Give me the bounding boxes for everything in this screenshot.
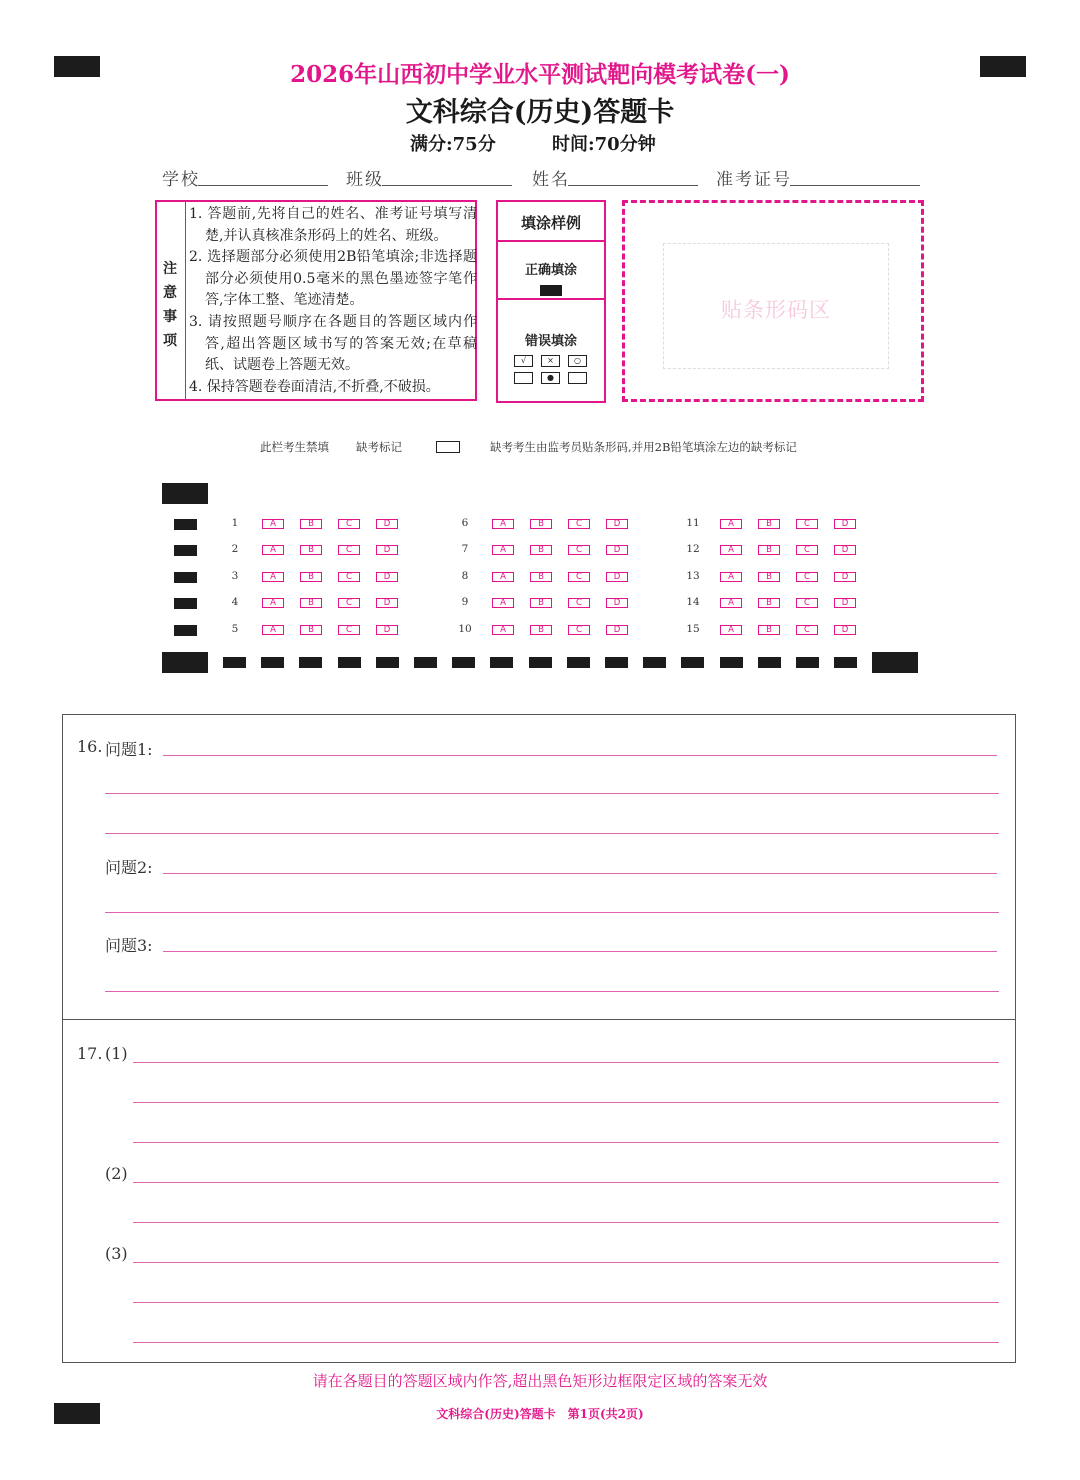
- card-title: 文科综合(历史)答题卡: [405, 97, 675, 128]
- timing-mark-small: [414, 657, 437, 668]
- mcq-option-bubble[interactable]: B: [530, 519, 552, 529]
- exam-number-label: 准考证号: [716, 170, 792, 190]
- mcq-option-bubble[interactable]: D: [376, 598, 398, 608]
- notes-heading-char: 注: [163, 261, 177, 277]
- mcq-option-bubble[interactable]: A: [262, 598, 284, 608]
- mcq-question-number: 11: [686, 517, 700, 529]
- mcq-option-bubble[interactable]: B: [758, 545, 780, 555]
- timing-mark-large: [872, 652, 918, 673]
- mcq-option-bubble[interactable]: B: [300, 519, 322, 529]
- wrong-fill-check: √: [514, 355, 533, 367]
- school-label: 学校: [162, 170, 200, 190]
- mcq-option-bubble[interactable]: C: [796, 625, 818, 635]
- mcq-option-bubble[interactable]: A: [262, 625, 284, 635]
- q17-part-3-line[interactable]: [133, 1302, 999, 1303]
- class-label: 班级: [346, 170, 384, 190]
- note-item: 3. 请按照题号顺序在各题目的答题区域内作答,超出答题区域书写的答案无效;在草稿纸、试题卷上答题无效。: [189, 313, 477, 374]
- q17-part-3-line[interactable]: [133, 1342, 999, 1343]
- mcq-option-bubble[interactable]: A: [720, 598, 742, 608]
- fill-sample-box: [496, 200, 606, 403]
- timing-mark-small: [796, 657, 819, 668]
- timing-mark-small: [452, 657, 475, 668]
- mcq-option-bubble[interactable]: A: [720, 545, 742, 555]
- timing-mark-small: [605, 657, 628, 668]
- q16-part-3-line[interactable]: [105, 991, 999, 992]
- absent-mark-box[interactable]: [436, 441, 460, 453]
- wrong-fill-partial: [514, 372, 533, 384]
- mcq-option-bubble[interactable]: A: [492, 519, 514, 529]
- mcq-option-bubble[interactable]: B: [758, 519, 780, 529]
- footer-note: 请在各题目的答题区域内作答,超出黑色矩形边框限定区域的答案无效: [312, 1372, 768, 1390]
- timing-mark-row: [174, 545, 197, 556]
- mcq-option-bubble[interactable]: B: [758, 625, 780, 635]
- mcq-option-bubble[interactable]: B: [530, 572, 552, 582]
- mcq-question-number: 15: [686, 623, 700, 635]
- mcq-question-number: 9: [461, 596, 469, 608]
- q16-part-3-line[interactable]: [163, 951, 997, 952]
- mcq-option-bubble[interactable]: A: [262, 572, 284, 582]
- wrong-fill-oval: [568, 372, 587, 384]
- notes-heading-char: 意: [163, 285, 177, 301]
- note-item: 1. 答题前,先将自己的姓名、准考证号填写清楚,并认真核准条形码上的姓名、班级。: [189, 206, 477, 244]
- mcq-option-bubble[interactable]: D: [606, 598, 628, 608]
- school-field[interactable]: [198, 185, 328, 186]
- wrong-fill-circle: ○: [568, 355, 587, 367]
- mcq-option-bubble[interactable]: D: [834, 545, 856, 555]
- timing-mark-small: [299, 657, 322, 668]
- mcq-option-bubble[interactable]: C: [568, 572, 590, 582]
- mcq-option-bubble[interactable]: B: [300, 598, 322, 608]
- timing-mark-row: [174, 519, 197, 530]
- absent-mark-label: 缺考标记: [356, 440, 402, 454]
- mcq-option-bubble[interactable]: C: [796, 519, 818, 529]
- mcq-question-number: 14: [686, 596, 700, 608]
- note-item: 4. 保持答题卷卷面清洁,不折叠,不破损。: [189, 378, 440, 395]
- q16-part-1-label: 问题1:: [105, 740, 153, 759]
- mcq-question-number: 13: [686, 570, 700, 582]
- mcq-question-number: 5: [231, 623, 239, 635]
- notes-box: [155, 200, 477, 401]
- timing-mark-small: [681, 657, 704, 668]
- q16-section: [62, 714, 1016, 1020]
- q17-part-2-label: (2): [105, 1164, 128, 1183]
- time-info: 时间:70分钟: [552, 134, 656, 155]
- mcq-question-number: 1: [231, 517, 239, 529]
- mcq-option-bubble[interactable]: C: [338, 625, 360, 635]
- q17-section: [62, 1019, 1016, 1363]
- mcq-option-bubble[interactable]: C: [568, 519, 590, 529]
- mcq-option-bubble[interactable]: A: [262, 545, 284, 555]
- mcq-option-bubble[interactable]: B: [300, 625, 322, 635]
- mcq-question-number: 4: [231, 596, 239, 608]
- q17-part-1-line[interactable]: [133, 1142, 999, 1143]
- exam-title: 2026年山西初中学业水平测试靶向模考试卷(一): [290, 61, 790, 88]
- q17-part-1-line[interactable]: [133, 1102, 999, 1103]
- mcq-option-bubble[interactable]: D: [606, 545, 628, 555]
- timing-mark-small: [567, 657, 590, 668]
- mcq-option-bubble[interactable]: A: [720, 519, 742, 529]
- note-item: 2. 选择题部分必须使用2B铅笔填涂;非选择题部分必须使用0.5毫米的黑色墨迹签字笔作答,字体工整、笔迹清楚。: [189, 249, 477, 309]
- notes-heading-char: 事: [163, 309, 177, 325]
- absent-instruction: 缺考考生由监考员贴条形码,并用2B铅笔填涂左边的缺考标记: [490, 440, 797, 454]
- q17-part-1-line[interactable]: [133, 1062, 999, 1063]
- name-field[interactable]: [568, 185, 698, 186]
- timing-mark-row: [174, 598, 197, 609]
- timing-mark-small: [643, 657, 666, 668]
- timing-mark-row: [174, 572, 197, 583]
- q17-number: 17.: [77, 1044, 103, 1063]
- barcode-label: 贴条形码区: [721, 298, 831, 322]
- mcq-option-bubble[interactable]: C: [568, 545, 590, 555]
- mcq-option-bubble[interactable]: D: [376, 572, 398, 582]
- mcq-option-bubble[interactable]: A: [492, 598, 514, 608]
- q17-part-1-label: (1): [105, 1044, 128, 1063]
- mcq-option-bubble[interactable]: B: [758, 598, 780, 608]
- mcq-question-number: 7: [461, 543, 469, 555]
- footer-page-info: 文科综合(历史)答题卡 第1页(共2页): [436, 1407, 644, 1421]
- mcq-option-bubble[interactable]: C: [338, 519, 360, 529]
- q16-part-1-line[interactable]: [105, 833, 999, 834]
- timing-mark-row: [174, 625, 197, 636]
- mcq-option-bubble[interactable]: C: [796, 598, 818, 608]
- timing-mark-small: [223, 657, 246, 668]
- exam-number-field[interactable]: [790, 185, 920, 186]
- mcq-option-bubble[interactable]: B: [530, 545, 552, 555]
- timing-mark-top: [162, 483, 208, 504]
- absent-prefix: 此栏考生禁填: [260, 440, 329, 454]
- mcq-option-bubble[interactable]: C: [338, 598, 360, 608]
- mcq-option-bubble[interactable]: D: [834, 598, 856, 608]
- mcq-option-bubble[interactable]: A: [262, 519, 284, 529]
- mcq-question-number: 8: [461, 570, 469, 582]
- mcq-option-bubble[interactable]: D: [834, 519, 856, 529]
- correct-fill-example: [540, 285, 562, 296]
- mcq-option-bubble[interactable]: A: [720, 625, 742, 635]
- notes-heading: [157, 202, 186, 399]
- mcq-option-bubble[interactable]: B: [530, 625, 552, 635]
- q16-part-1-line[interactable]: [105, 793, 999, 794]
- wrong-fill-cross: ×: [541, 355, 560, 367]
- fill-sample-title: 填涂样例: [520, 214, 581, 232]
- notes-list: [189, 204, 477, 398]
- mcq-option-bubble[interactable]: B: [758, 572, 780, 582]
- mcq-question-number: 6: [461, 517, 469, 529]
- wrong-fill-label: 错误填涂: [524, 334, 577, 349]
- q16-part-2-line[interactable]: [163, 873, 997, 874]
- mcq-question-number: 2: [231, 543, 239, 555]
- q16-part-2-label: 问题2:: [105, 858, 153, 877]
- correct-fill-label: 正确填涂: [524, 263, 577, 278]
- mcq-option-bubble[interactable]: C: [568, 598, 590, 608]
- timing-mark-small: [261, 657, 284, 668]
- mcq-option-bubble[interactable]: A: [492, 572, 514, 582]
- q16-number: 16.: [77, 737, 103, 756]
- mcq-option-bubble[interactable]: C: [338, 572, 360, 582]
- mcq-option-bubble[interactable]: D: [376, 625, 398, 635]
- score-info: 满分:75分: [410, 134, 496, 155]
- q17-part-3-label: (3): [105, 1244, 128, 1263]
- mcq-option-bubble[interactable]: D: [376, 519, 398, 529]
- timing-mark-small: [490, 657, 513, 668]
- mcq-option-bubble[interactable]: A: [492, 545, 514, 555]
- mcq-option-bubble[interactable]: B: [300, 572, 322, 582]
- mcq-option-bubble[interactable]: C: [796, 545, 818, 555]
- q16-part-3-label: 问题3:: [105, 936, 153, 955]
- q17-part-2-line[interactable]: [133, 1182, 999, 1183]
- mcq-option-bubble[interactable]: A: [720, 572, 742, 582]
- mcq-question-number: 3: [231, 570, 239, 582]
- name-label: 姓名: [532, 170, 570, 190]
- q16-part-1-line[interactable]: [163, 755, 997, 756]
- mcq-option-bubble[interactable]: B: [300, 545, 322, 555]
- mcq-question-number: 10: [458, 623, 472, 635]
- timing-mark-small: [529, 657, 552, 668]
- mcq-option-bubble[interactable]: C: [568, 625, 590, 635]
- mcq-option-bubble[interactable]: C: [338, 545, 360, 555]
- mcq-option-bubble[interactable]: C: [796, 572, 818, 582]
- barcode-area: [622, 200, 924, 402]
- timing-mark-large: [162, 652, 208, 673]
- mcq-option-bubble[interactable]: D: [606, 625, 628, 635]
- mcq-option-bubble[interactable]: A: [492, 625, 514, 635]
- mcq-option-bubble[interactable]: D: [834, 572, 856, 582]
- timing-mark-small: [834, 657, 857, 668]
- q16-part-2-line[interactable]: [105, 912, 999, 913]
- mcq-option-bubble[interactable]: D: [834, 625, 856, 635]
- mcq-option-bubble[interactable]: D: [606, 572, 628, 582]
- notes-heading-char: 项: [163, 333, 177, 349]
- wrong-fill-dot: ●: [541, 372, 560, 384]
- mcq-option-bubble[interactable]: D: [376, 545, 398, 555]
- mcq-option-bubble[interactable]: B: [530, 598, 552, 608]
- mcq-question-number: 12: [686, 543, 700, 555]
- timing-mark-small: [376, 657, 399, 668]
- timing-mark-small: [338, 657, 361, 668]
- q17-part-2-line[interactable]: [133, 1222, 999, 1223]
- timing-mark-small: [758, 657, 781, 668]
- timing-mark-small: [720, 657, 743, 668]
- mcq-option-bubble[interactable]: D: [606, 519, 628, 529]
- class-field[interactable]: [382, 185, 512, 186]
- barcode-inner: [663, 243, 889, 369]
- q17-part-3-line[interactable]: [133, 1262, 999, 1263]
